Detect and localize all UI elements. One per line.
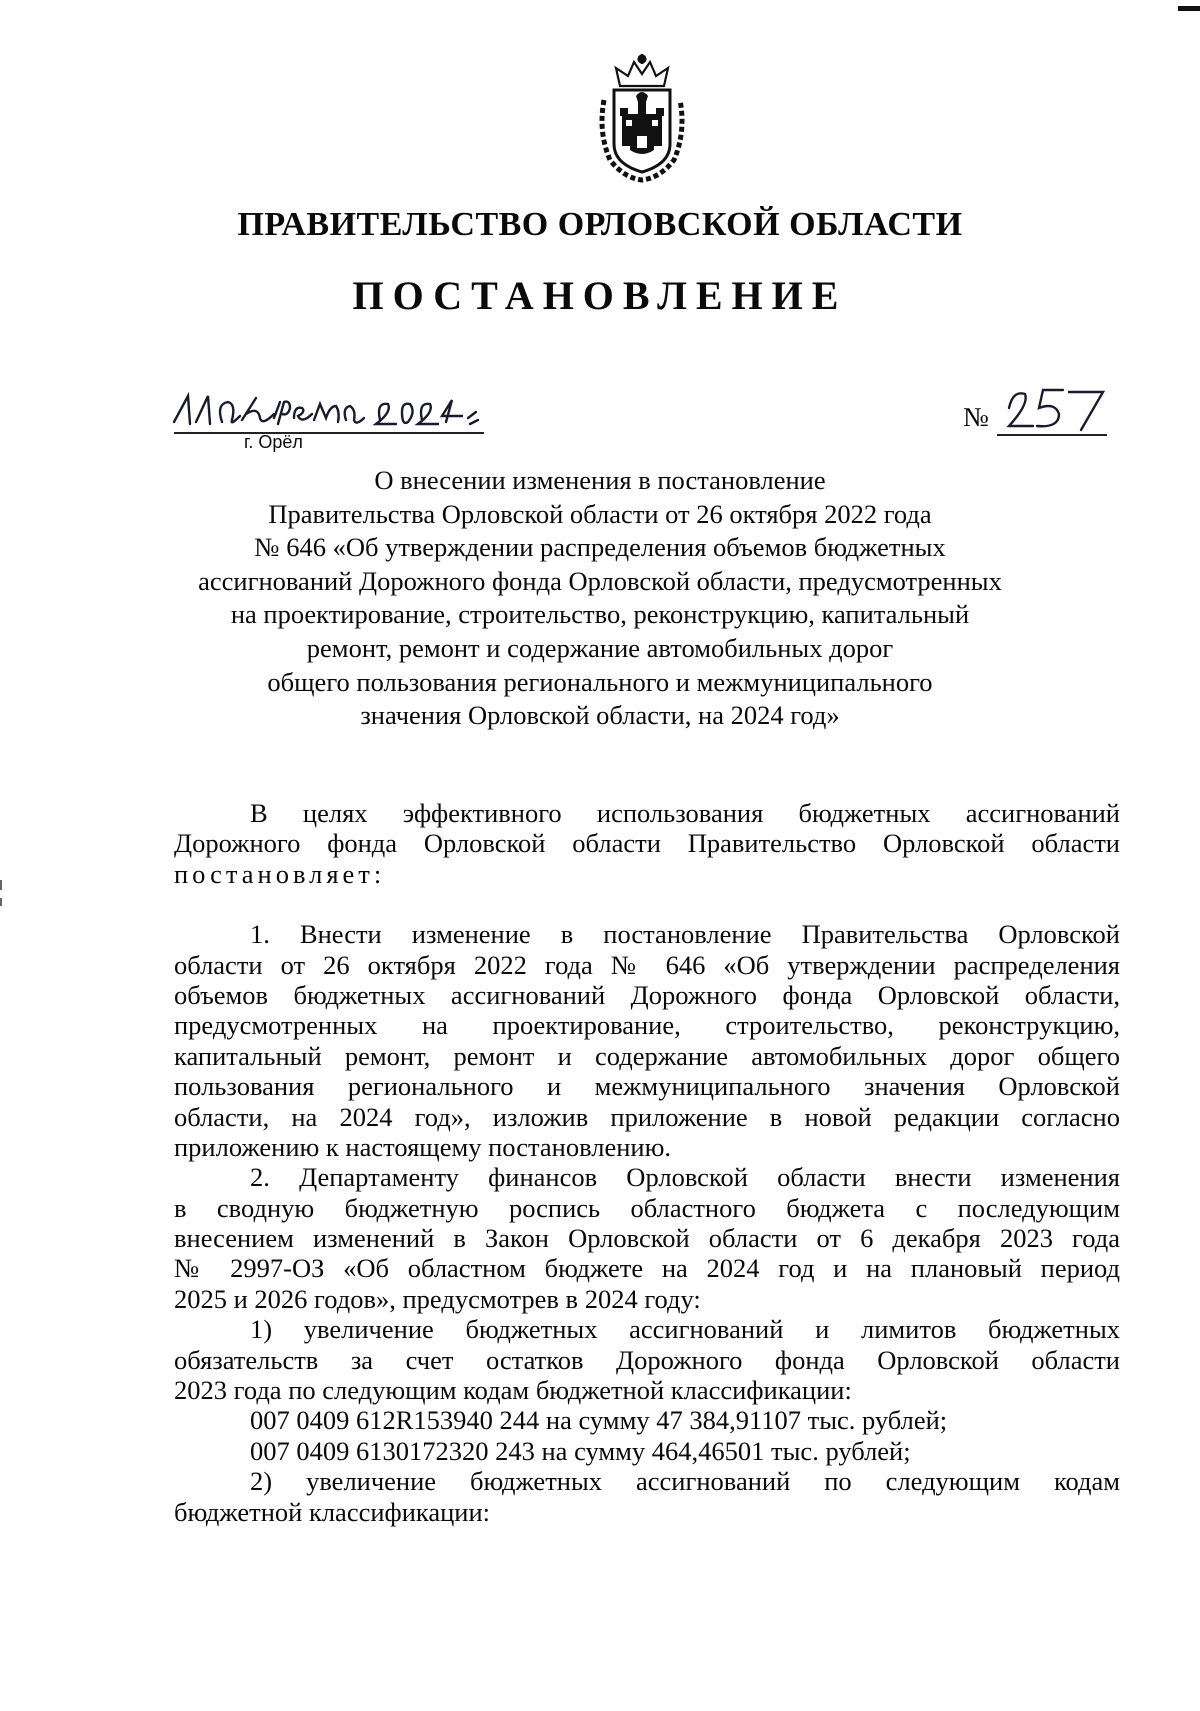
- preamble-line: Дорожного фонда Орловской области Правительство Орловской области: [174, 828, 1120, 859]
- subject-line: значения Орловской области, на 2024 год»: [360, 700, 840, 731]
- subject-line: общего пользования регионального и межмуниципального: [267, 666, 933, 697]
- item1-line: 1. Внести изменение в постановление Правительства Орловской: [250, 919, 1120, 950]
- city-label: г. Орёл: [244, 432, 303, 452]
- item2-line: 2. Департаменту финансов Орловской области внести изменения: [250, 1162, 1120, 1193]
- sub1-line: 1) увеличение бюджетных ассигнований и лимитов бюджетных: [250, 1314, 1120, 1345]
- sub1-line: 2023 года по следующим кодам бюджетной классификации:: [174, 1375, 852, 1406]
- subject-line: ассигнований Дорожного фонда Орловской области, предусмотренных: [198, 565, 1002, 596]
- item1-line: области, на 2024 год», изложив приложение в новой редакции согласно: [174, 1101, 1120, 1132]
- item1-line: приложению к настоящему постановлению.: [174, 1131, 672, 1162]
- item1-line: предусмотренных на проектирование, строительство, реконструкцию,: [174, 1010, 1120, 1041]
- item2-line: в сводную бюджетную роспись областного бюджета с последующим: [174, 1192, 1120, 1223]
- scan-corner-mark: [1178, 6, 1200, 11]
- item2-line: № 2997-ОЗ «Об областном бюджете на 2024 год и на плановый период: [174, 1253, 1120, 1284]
- number-sign: №: [963, 402, 989, 432]
- document-type-title: ПОСТАНОВЛЕНИЕ: [352, 273, 848, 318]
- subject-line: О внесении изменения в постановление: [374, 465, 826, 495]
- date-underline: [174, 432, 484, 434]
- item2-line: 2025 и 2026 годов», предусмотрев в 2024 году:: [174, 1283, 701, 1314]
- item1-line: пользования регионального и межмуниципального значения Орловской: [174, 1071, 1120, 1102]
- sub2-line: бюджетной классификации:: [174, 1496, 491, 1527]
- item1-line: объемов бюджетных ассигнований Дорожного фонда Орловской области,: [174, 979, 1120, 1010]
- sub1-line: обязательств за счет остатков Дорожного фонда Орловской области: [174, 1344, 1120, 1375]
- scan-margin-mark: [0, 880, 2, 890]
- coat-of-arms-icon: [596, 52, 688, 184]
- preamble-line: В целях эффективного использования бюджетных ассигнований: [250, 798, 1120, 828]
- subject-line: Правительства Орловской области от 26 октября 2022 года: [268, 498, 932, 529]
- budget-code-line: 007 0409 6130172320 243 на сумму 464,46501 тыс. рублей;: [250, 1435, 911, 1466]
- scan-margin-mark: [0, 898, 2, 906]
- item2-line: внесением изменений в Закон Орловской области от 6 декабря 2023 года: [174, 1223, 1120, 1254]
- handwritten-number: [1003, 382, 1113, 437]
- item1-line: области от 26 октября 2022 года № 646 «Об утверждении распределения: [174, 949, 1120, 980]
- subject-line: ремонт, ремонт и содержание автомобильных дорог: [306, 632, 894, 663]
- subject-line: № 646 «Об утверждении распределения объемов бюджетных: [254, 532, 946, 563]
- government-title: ПРАВИТЕЛЬСТВО ОРЛОВСКОЙ ОБЛАСТИ: [237, 206, 963, 243]
- document-body: [174, 798, 1120, 1527]
- item1-line: капитальный ремонт, ремонт и содержание автомобильных дорог общего: [174, 1040, 1120, 1071]
- sub2-line: 2) увеличение бюджетных ассигнований по следующим кодам: [250, 1466, 1120, 1497]
- subject-heading: [180, 464, 1020, 733]
- decree-word: постановляет:: [174, 858, 386, 889]
- budget-code-line: 007 0409 612R153940 244 на сумму 47 384,91107 тыс. рублей;: [250, 1405, 948, 1436]
- number-underline: [997, 434, 1107, 436]
- subject-line: на проектирование, строительство, реконструкцию, капитальный: [230, 599, 970, 630]
